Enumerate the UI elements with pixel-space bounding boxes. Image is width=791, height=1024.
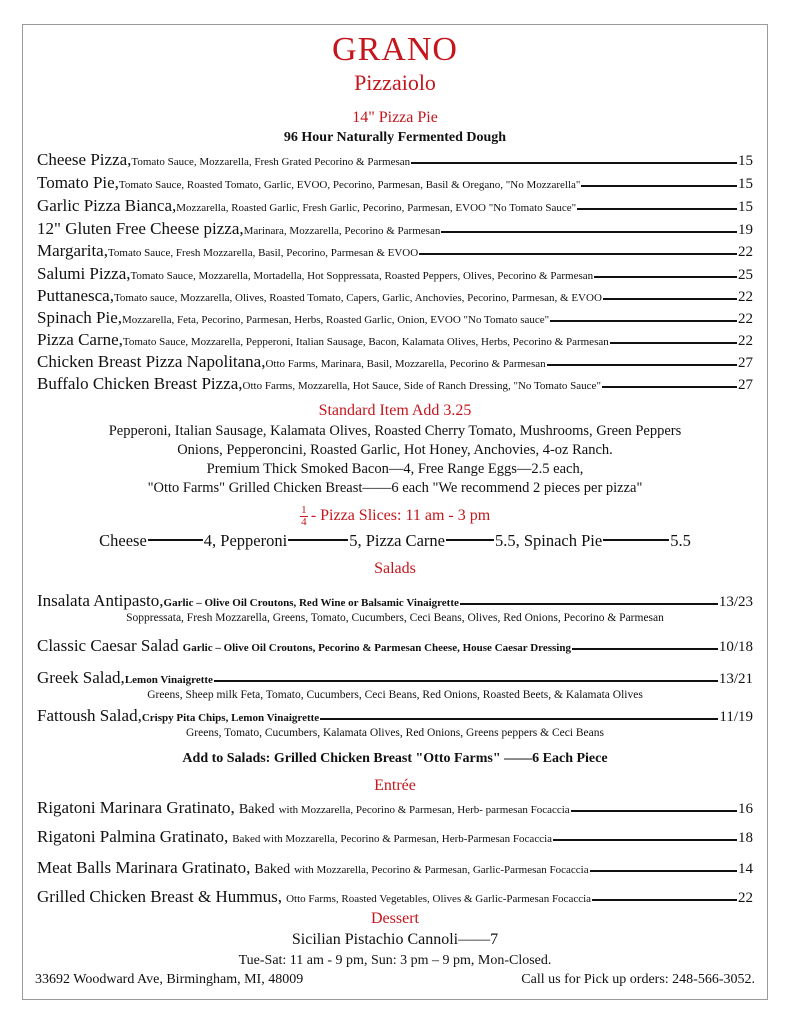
- address-text: 33692 Woodward Ave, Birmingham, MI, 48009: [35, 972, 304, 987]
- slice-name: Spinach Pie: [523, 531, 603, 550]
- slice-price: 4,: [203, 531, 217, 550]
- dough-note: 96 Hour Naturally Fermented Dough: [283, 130, 507, 145]
- item-description: Crispy Pita Chips, Lemon Vinaigrette: [141, 712, 320, 724]
- entree-row: [37, 798, 753, 818]
- item-price: 10/18: [718, 639, 753, 655]
- slices-title-row: [23, 506, 767, 527]
- dot-leader: [411, 162, 737, 164]
- item-price: 22: [738, 333, 753, 349]
- item-name: Buffalo Chicken Breast Pizza,: [37, 374, 243, 393]
- dot-leader: [610, 342, 737, 344]
- menu-item-row: [37, 374, 753, 394]
- item-description: Mozzarella, Roasted Garlic, Fresh Garlic, Pecorino, Parmesan, EVOO "No Tomato Sauce": [176, 202, 577, 214]
- restaurant-subtitle: Pizzaiolo: [354, 70, 436, 95]
- slices-title: - Pizza Slices: 11 am - 3 pm: [310, 507, 491, 525]
- slice-name: Pizza Carne: [365, 531, 445, 550]
- item-lead: Baked: [238, 802, 275, 817]
- entree-title: Entrée: [374, 777, 416, 794]
- entree-row: [37, 858, 753, 878]
- item-price: 18: [738, 830, 753, 846]
- item-description: Tomato Sauce, Fresh Mozzarella, Basil, Pecorino, Parmesan & EVOO: [107, 247, 419, 259]
- dessert-item: Sicilian Pistachio Cannoli——7: [291, 931, 499, 948]
- item-name: Greek Salad,: [37, 668, 125, 687]
- slice-name: Pepperoni: [220, 531, 288, 550]
- menu-item-row: [37, 241, 753, 261]
- addons-line: "Otto Farms" Grilled Chicken Breast——6 each "We recommend 2 pieces per pizza": [147, 480, 643, 496]
- item-price: 22: [738, 311, 753, 327]
- addons-title: Standard Item Add 3.25: [318, 402, 472, 419]
- item-price: 25: [738, 267, 753, 283]
- slices-list: [23, 531, 767, 551]
- menu-item-row: [37, 352, 753, 372]
- dot-leader: [547, 364, 737, 366]
- menu-item-row: [37, 264, 753, 284]
- item-name: Insalata Antipasto,: [37, 591, 164, 610]
- phone-text[interactable]: Call us for Pick up orders: 248-566-3052.: [521, 972, 755, 987]
- item-description: Mozzarella, Feta, Pecorino, Parmesan, Herbs, Roasted Garlic, Onion, EVOO "No Tomato sauce": [122, 314, 550, 326]
- item-description: Garlic – Olive Oil Croutons, Red Wine or Balsamic Vinaigrette: [163, 597, 459, 609]
- dot-leader: [577, 208, 737, 210]
- salad-row: [37, 591, 753, 611]
- item-description: Otto Farms, Marinara, Basil, Mozzarella, Pecorino & Parmesan: [265, 358, 546, 370]
- item-name: 12" Gluten Free Cheese pizza,: [37, 219, 244, 238]
- addons-line: Onions, Pepperoncini, Roasted Garlic, Hot Honey, Anchovies, 4-oz Ranch.: [177, 442, 613, 458]
- salad-row: [37, 706, 753, 726]
- item-name: Classic Caesar Salad: [37, 636, 179, 655]
- salads-title: Salads: [374, 560, 416, 577]
- dot-leader: [419, 253, 737, 255]
- item-price: 11/19: [719, 709, 753, 725]
- item-name: Rigatoni Palmina Gratinato,: [37, 827, 229, 846]
- menu-item-row: [37, 219, 753, 239]
- fraction-numerator: 1: [301, 504, 307, 516]
- item-price: 15: [738, 176, 753, 192]
- addons-line: Premium Thick Smoked Bacon—4, Free Range Eggs—2.5 each,: [206, 461, 584, 477]
- item-name: Rigatoni Marinara Gratinato,: [37, 798, 235, 817]
- menu-item-row: [37, 308, 753, 328]
- item-name: Salumi Pizza,: [37, 264, 131, 283]
- entree-row: [37, 827, 753, 847]
- quarter-fraction: [300, 506, 308, 527]
- dot-leader: [441, 231, 737, 233]
- item-name: Grilled Chicken Breast & Hummus,: [37, 887, 283, 906]
- item-price: 22: [738, 890, 753, 906]
- item-name: Garlic Pizza Bianca,: [37, 196, 177, 215]
- salad-note: Greens, Tomato, Cucumbers, Kalamata Olives, Red Onions, Greens peppers & Ceci Beans: [186, 727, 604, 739]
- dot-leader: [571, 810, 737, 812]
- dot-leader: [581, 185, 737, 187]
- dot-leader: [460, 603, 718, 605]
- dot-leader: [214, 680, 718, 682]
- menu-item-row: [37, 150, 753, 170]
- slice-item: [220, 531, 365, 551]
- menu-page: [22, 24, 768, 1000]
- entree-row: [37, 887, 753, 907]
- item-description: Tomato Sauce, Mozzarella, Fresh Grated Pecorino & Parmesan: [131, 156, 411, 168]
- item-name: Fattoush Salad,: [37, 706, 142, 725]
- item-price: 13/23: [718, 594, 753, 610]
- item-description: with Mozzarella, Pecorino & Parmesan, Herb- parmesan Focaccia: [278, 804, 570, 816]
- salad-note: Soppressata, Fresh Mozzarella, Greens, Tomato, Cucumbers, Ceci Beans, Olives, Red Onions, Pecorino & Parmesan: [126, 612, 664, 624]
- slice-price: 5,: [349, 531, 362, 550]
- item-description: with Mozzarella, Pecorino & Parmesan, Garlic-Parmesan Focaccia: [294, 864, 589, 876]
- slice-item: [524, 531, 691, 551]
- dot-leader: [553, 839, 737, 841]
- fraction-denominator: 4: [301, 516, 307, 528]
- item-price: 13/21: [718, 671, 753, 687]
- item-price: 19: [738, 222, 753, 238]
- item-name: Margarita,: [37, 241, 108, 260]
- item-price: 14: [738, 861, 753, 877]
- item-name: Chicken Breast Pizza Napolitana,: [37, 352, 266, 371]
- dessert-title: Dessert: [371, 910, 419, 927]
- item-name: Puttanesca,: [37, 286, 114, 305]
- item-description: Garlic – Olive Oil Croutons, Pecorino & Parmesan Cheese, House Caesar Dressing: [182, 642, 571, 654]
- dot-leader: [592, 899, 737, 901]
- menu-item-row: [37, 173, 753, 193]
- dot-leader: [603, 298, 737, 300]
- menu-item-row: [37, 330, 753, 350]
- item-name: Tomato Pie,: [37, 173, 119, 192]
- item-name: Meat Balls Marinara Gratinato,: [37, 858, 251, 877]
- item-name: Pizza Carne,: [37, 330, 123, 349]
- addons-line: Pepperoni, Italian Sausage, Kalamata Olives, Roasted Cherry Tomato, Mushrooms, Green Peppers: [108, 423, 682, 439]
- item-lead: Baked: [254, 862, 291, 877]
- item-name: Cheese Pizza,: [37, 150, 132, 169]
- dot-leader: [602, 386, 737, 388]
- menu-item-row: [37, 196, 753, 216]
- menu-item-row: [37, 286, 753, 306]
- item-price: 16: [738, 801, 753, 817]
- item-description: Lemon Vinaigrette: [124, 674, 213, 686]
- restaurant-name: GRANO: [332, 31, 458, 68]
- slice-price: 5.5,: [494, 531, 520, 550]
- salad-add-note: Add to Salads: Grilled Chicken Breast "Otto Farms" ——6 Each Piece: [182, 751, 608, 766]
- dot-leader: [550, 320, 737, 322]
- item-description: Tomato Sauce, Mozzarella, Pepperoni, Italian Sausage, Bacon, Kalamata Olives, Herbs, Pecorino & Parmesan: [122, 336, 609, 348]
- dot-leader: [320, 718, 718, 720]
- pizza-section-title: 14" Pizza Pie: [352, 109, 438, 126]
- slice-price: 5.5: [670, 531, 691, 550]
- slice-item: [366, 531, 524, 551]
- slice-item: [99, 531, 220, 551]
- item-price: 27: [738, 377, 753, 393]
- item-description: Tomato sauce, Mozzarella, Olives, Roasted Tomato, Capers, Garlic, Anchovies, Pecorino, Parmesan, & EVOO: [113, 292, 602, 304]
- item-description: Otto Farms, Mozzarella, Hot Sauce, Side of Ranch Dressing, "No Tomato Sauce": [242, 380, 601, 392]
- salad-row: [37, 636, 753, 656]
- item-description: Otto Farms, Roasted Vegetables, Olives & Garlic-Parmesan Focaccia: [286, 893, 592, 905]
- item-price: 15: [738, 153, 753, 169]
- slice-name: Cheese: [99, 531, 147, 550]
- salad-note: Greens, Sheep milk Feta, Tomato, Cucumbers, Ceci Beans, Red Onions, Roasted Beets, & Kalamata Olives: [147, 689, 643, 701]
- item-description: Marinara, Mozzarella, Pecorino & Parmesan: [243, 225, 441, 237]
- item-price: 22: [738, 244, 753, 260]
- item-price: 15: [738, 199, 753, 215]
- dot-leader: [594, 276, 737, 278]
- item-price: 27: [738, 355, 753, 371]
- item-price: 22: [738, 289, 753, 305]
- item-description: Baked with Mozzarella, Pecorino & Parmesan, Herb-Parmesan Focaccia: [232, 833, 553, 845]
- hours-text: Tue-Sat: 11 am - 9 pm, Sun: 3 pm – 9 pm, Mon-Closed.: [238, 953, 552, 968]
- salad-row: [37, 668, 753, 688]
- dot-leader: [572, 648, 718, 650]
- item-name: Spinach Pie,: [37, 308, 122, 327]
- item-description: Tomato Sauce, Mozzarella, Mortadella, Hot Soppressata, Roasted Peppers, Olives, Pecorino & Parmesan: [130, 270, 594, 282]
- dot-leader: [590, 870, 737, 872]
- item-description: Tomato Sauce, Roasted Tomato, Garlic, EVOO, Pecorino, Parmesan, Basil & Oregano, "No Mozzarella": [118, 179, 581, 191]
